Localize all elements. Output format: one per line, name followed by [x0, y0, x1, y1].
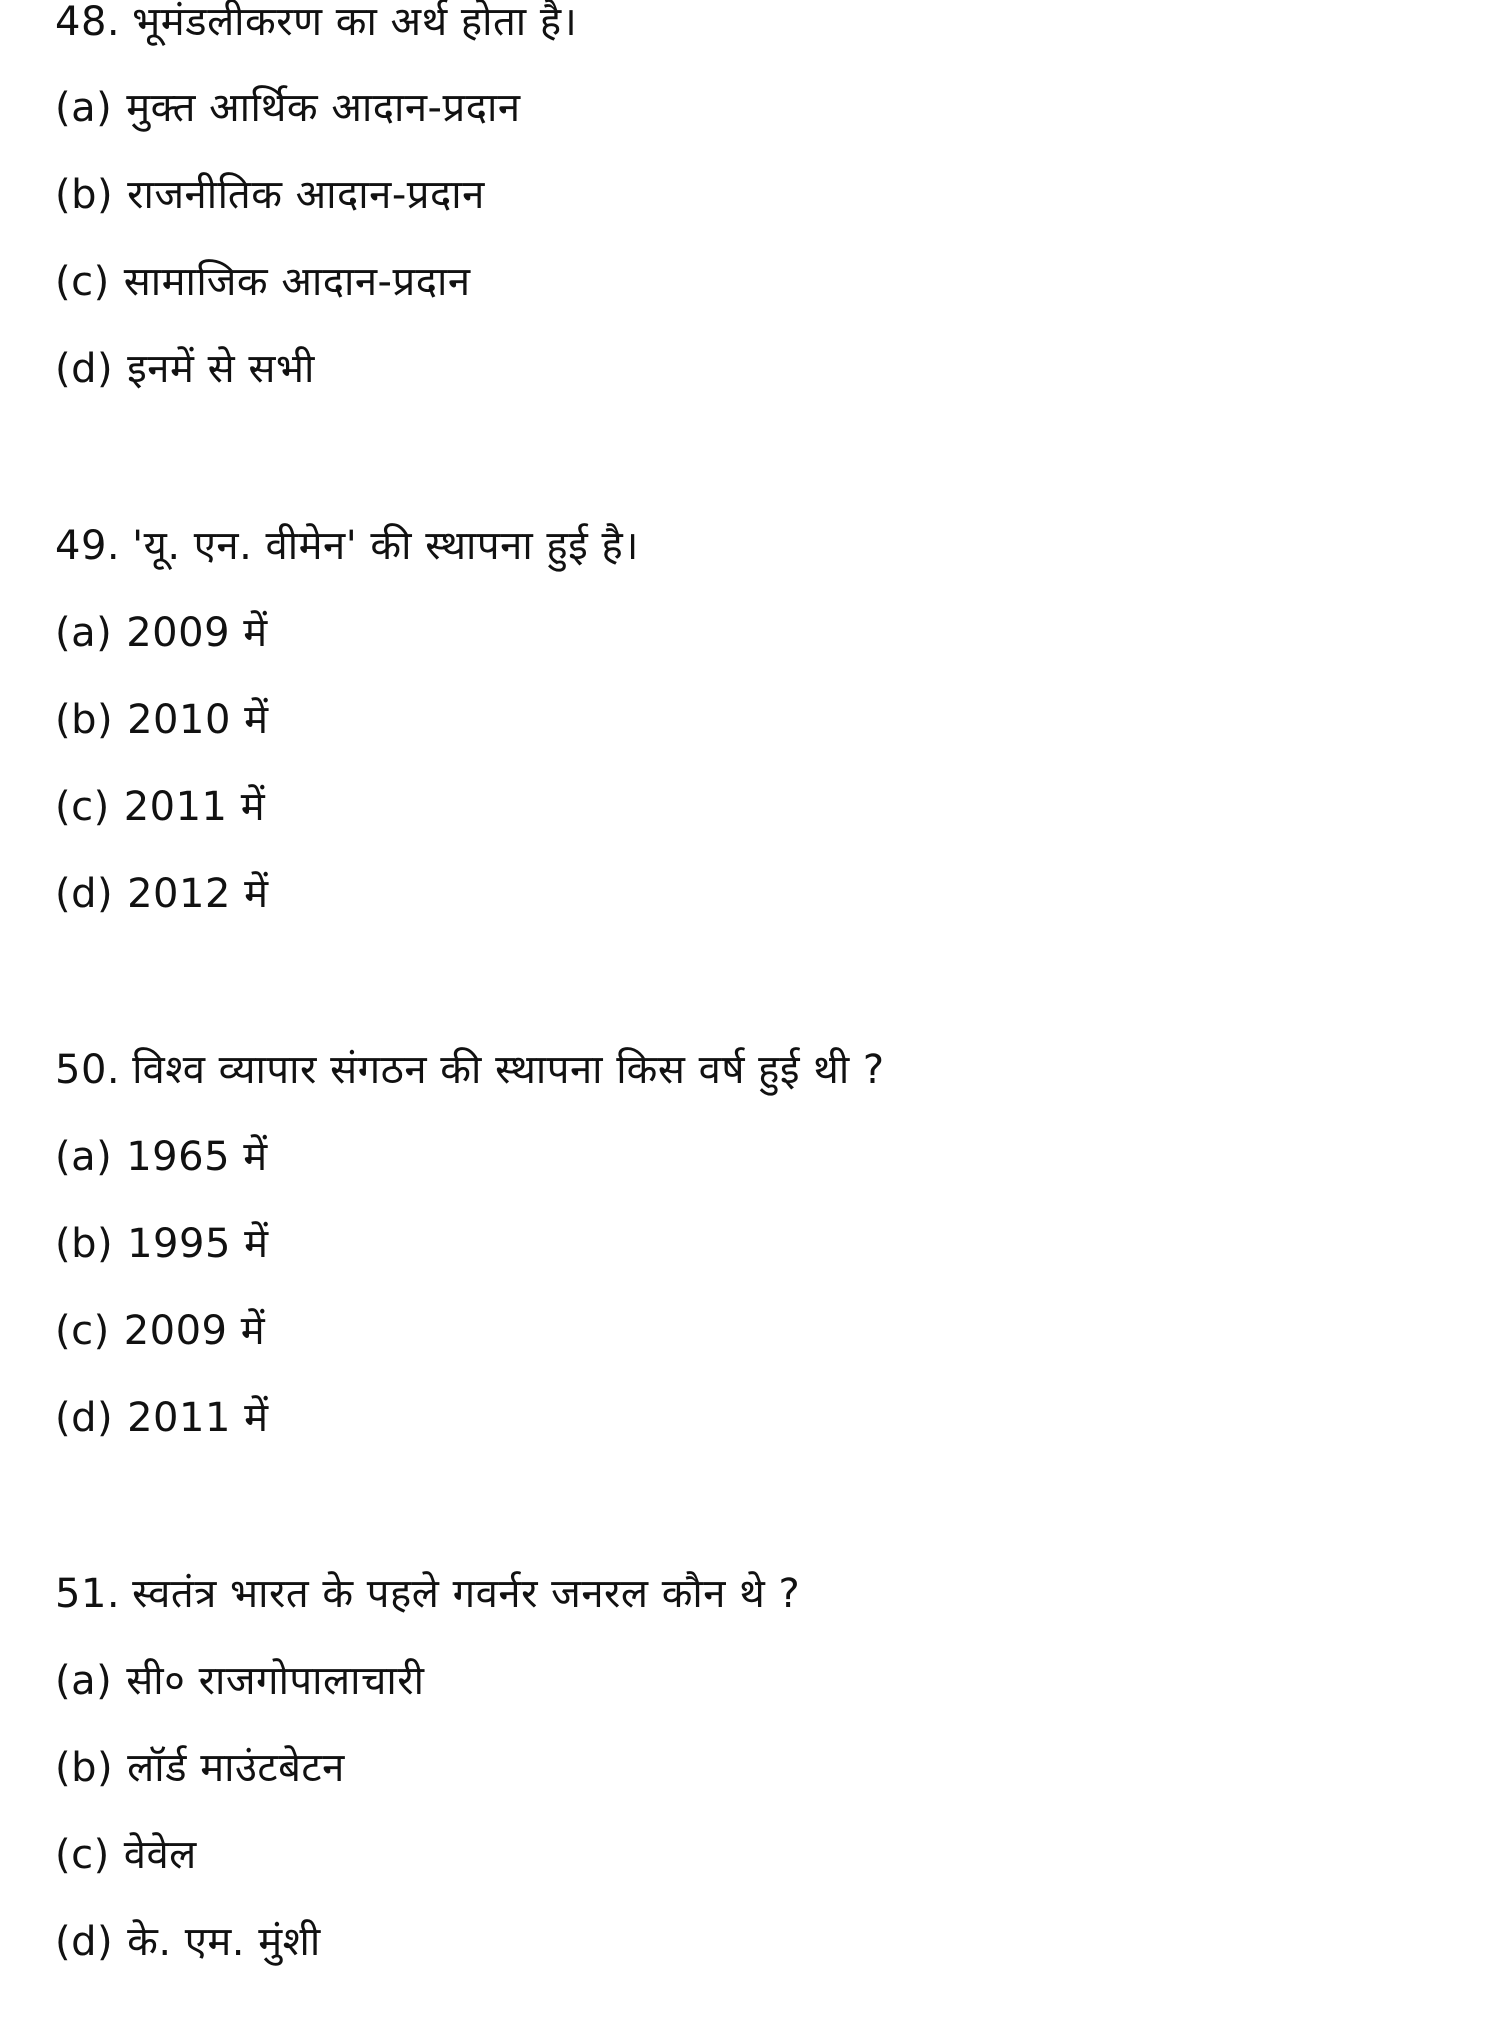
- option-48-b: [55, 167, 485, 223]
- option-text: राजनीतिक आदान-प्रदान: [127, 172, 485, 218]
- option-label: (a): [55, 610, 113, 656]
- option-label: (b): [55, 697, 114, 743]
- question-text: भूमंडलीकरण का अर्थ होता है।: [132, 0, 578, 45]
- question-text: 'यू. एन. वीमेन' की स्थापना हुई है।: [132, 523, 639, 569]
- option-50-b: [55, 1216, 269, 1272]
- option-text: वेवेल: [123, 1832, 197, 1878]
- question-51: [55, 1566, 800, 1622]
- option-text: सामाजिक आदान-प्रदान: [123, 259, 471, 305]
- option-text: 1995 में: [127, 1221, 269, 1267]
- option-label: (c): [55, 784, 110, 830]
- option-text: 1965 में: [126, 1134, 268, 1180]
- question-number: 48.: [55, 0, 121, 45]
- option-text: मुक्त आर्थिक आदान-प्रदान: [126, 85, 521, 131]
- option-text: 2012 में: [127, 871, 269, 917]
- option-text: 2011 में: [123, 784, 266, 830]
- option-50-c: [55, 1303, 265, 1359]
- question-number: 49.: [55, 523, 121, 569]
- option-51-d: [55, 1914, 321, 1970]
- option-label: (b): [55, 1745, 114, 1791]
- option-49-b: [55, 692, 269, 748]
- option-text: लॉर्ड माउंटबेटन: [127, 1745, 345, 1791]
- option-text: 2009 में: [126, 610, 268, 656]
- option-49-a: [55, 605, 268, 661]
- option-text: इनमें से सभी: [127, 346, 315, 392]
- option-label: (a): [55, 85, 113, 131]
- question-49: [55, 518, 639, 574]
- option-label: (c): [55, 259, 110, 305]
- option-48-c: [55, 254, 471, 310]
- option-51-a: [55, 1653, 424, 1709]
- option-text: 2009 में: [123, 1308, 266, 1354]
- option-text: के. एम. मुंशी: [127, 1919, 321, 1965]
- option-text: 2010 में: [127, 697, 269, 743]
- option-label: (b): [55, 1221, 114, 1267]
- option-label: (c): [55, 1308, 110, 1354]
- option-51-c: [55, 1827, 197, 1883]
- option-51-b: [55, 1740, 345, 1796]
- question-48: [55, 0, 577, 50]
- question-number: 51.: [55, 1571, 121, 1617]
- question-text: स्वतंत्र भारत के पहले गवर्नर जनरल कौन थे ?: [132, 1571, 801, 1617]
- question-text: विश्व व्यापार संगठन की स्थापना किस वर्ष हुई थी ?: [132, 1047, 885, 1093]
- option-label: (b): [55, 172, 114, 218]
- option-text: 2011 में: [127, 1395, 269, 1441]
- question-number: 50.: [55, 1047, 121, 1093]
- option-49-c: [55, 779, 265, 835]
- option-label: (c): [55, 1832, 110, 1878]
- option-label: (d): [55, 871, 114, 917]
- option-label: (d): [55, 1919, 114, 1965]
- option-label: (d): [55, 346, 114, 392]
- option-49-d: [55, 866, 269, 922]
- option-label: (a): [55, 1658, 113, 1704]
- option-text: सी० राजगोपालाचारी: [126, 1658, 425, 1704]
- option-48-a: [55, 80, 521, 136]
- option-50-d: [55, 1390, 269, 1446]
- option-50-a: [55, 1129, 268, 1185]
- question-50: [55, 1042, 885, 1098]
- option-label: (d): [55, 1395, 114, 1441]
- option-label: (a): [55, 1134, 113, 1180]
- option-48-d: [55, 341, 315, 397]
